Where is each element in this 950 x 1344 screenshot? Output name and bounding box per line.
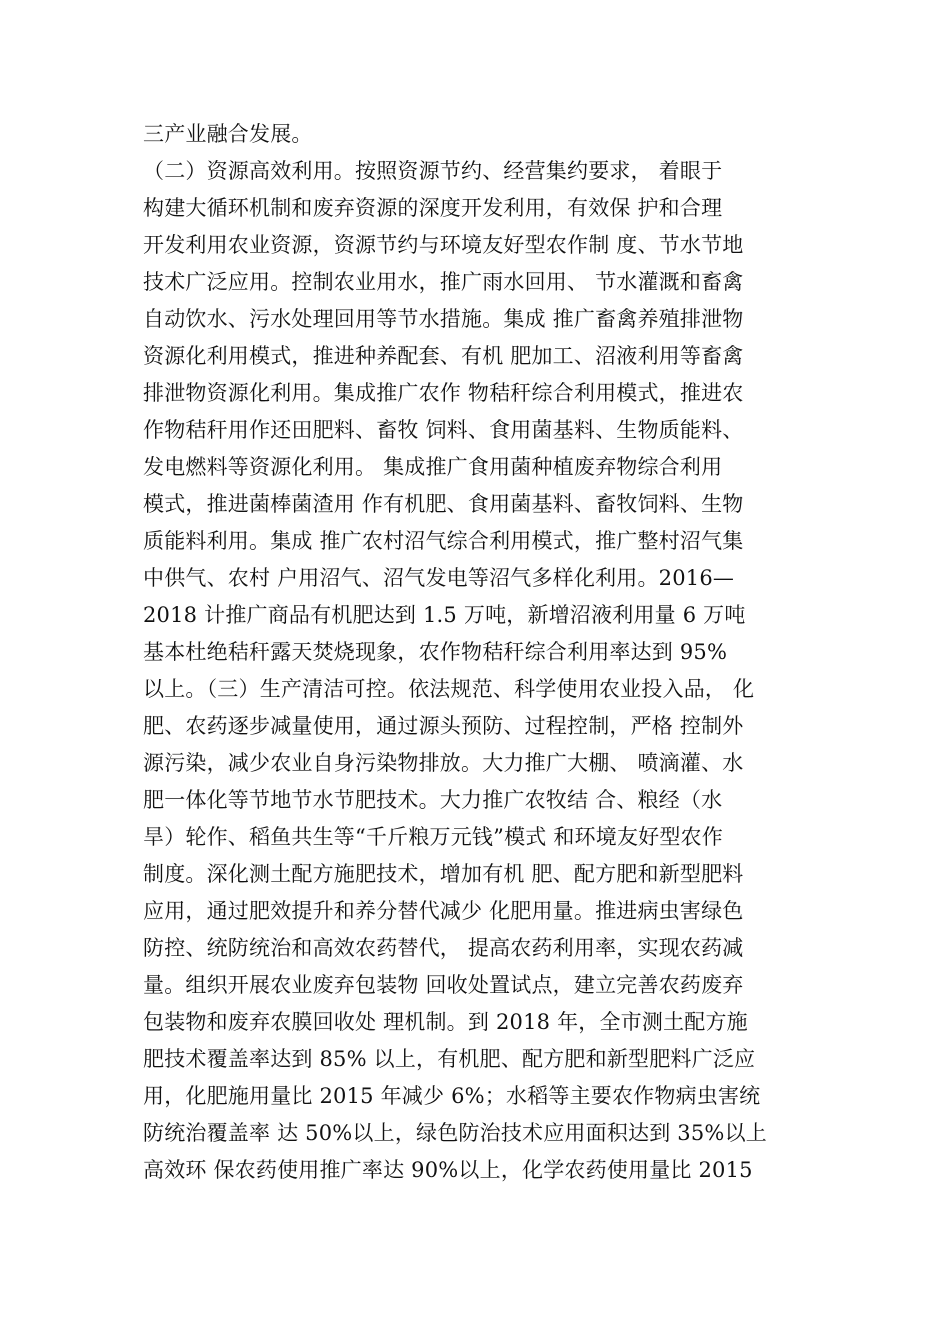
text-line: 旱）轮作、稻鱼共生等“千斤粮万元钱”模式 和环境友好型农作 (143, 825, 723, 849)
text-line: 质能料利用。集成 推广农村沼气综合利用模式，推广整村沼气集 (143, 529, 744, 553)
text-line: 排泄物资源化利用。集成推广农作 物秸秆综合利用模式，推进农 (143, 381, 744, 405)
text-line: 源污染，减少农业自身污染物排放。大力推广大棚、 喷滴灌、水 (143, 751, 744, 775)
text-line: 制度。深化测土配方施肥技术，增加有机 肥、配方肥和新型肥料 (143, 862, 744, 886)
text-line: 三产业融合发展。 (143, 122, 313, 146)
text-line: 包装物和废弃农膜回收处 理机制。到 2018 年，全市测土配方施 (143, 1010, 748, 1034)
text-line: 肥一体化等节地节水节肥技术。大力推广农牧结 合、粮经（水 (143, 788, 723, 812)
text-line: 中供气、农村 户用沼气、沼气发电等沼气多样化利用。2016— (143, 566, 735, 590)
text-line: 防统治覆盖率 达 50%以上，绿色防治技术应用面积达到 35%以上 (143, 1121, 767, 1145)
text-line: 2018 计推广商品有机肥达到 1.5 万吨，新增沼液利用量 6 万吨 (143, 603, 746, 627)
text-line: 作物秸秆用作还田肥料、畜牧 饲料、食用菌基料、生物质能料、 (143, 418, 744, 442)
text-line: 用，化肥施用量比 2015 年减少 6%；水稻等主要农作物病虫害统 (143, 1084, 761, 1108)
text-line: 应用，通过肥效提升和养分替代减少 化肥用量。推进病虫害绿色 (143, 899, 744, 923)
text-line: 量。组织开展农业废弃包装物 回收处置试点，建立完善农药废弃 (143, 973, 744, 997)
text-line: 开发利用农业资源，资源节约与环境友好型农作制 度、节水节地 (143, 233, 744, 257)
text-line: 肥技术覆盖率达到 85% 以上，有机肥、配方肥和新型肥料广泛应 (143, 1047, 756, 1071)
text-line: 高效环 保农药使用推广率达 90%以上，化学农药使用量比 2015 (143, 1158, 753, 1182)
text-line: 基本杜绝秸秆露天焚烧现象，农作物秸秆综合利用率达到 95% (143, 640, 728, 664)
text-line: （二）资源高效利用。按照资源节约、经营集约要求， 着眼于 (143, 159, 723, 183)
text-line: 构建大循环机制和废弃资源的深度开发利用，有效保 护和合理 (143, 196, 723, 220)
text-line: 技术广泛应用。控制农业用水，推广雨水回用、 节水灌溉和畜禽 (143, 270, 744, 294)
text-line: 以上。（三）生产清洁可控。依法规范、科学使用农业投入品， 化 (143, 677, 755, 701)
text-line: 防控、统防统治和高效农药替代， 提高农药利用率，实现农药减 (143, 936, 744, 960)
text-line: 模式，推进菌棒菌渣用 作有机肥、食用菌基料、畜牧饲料、生物 (143, 492, 744, 516)
text-line: 肥、农药逐步减量使用，通过源头预防、过程控制，严格 控制外 (143, 714, 744, 738)
text-line: 自动饮水、污水处理回用等节水措施。集成 推广畜禽养殖排泄物 (143, 307, 744, 331)
text-line: 资源化利用模式，推进种养配套、有机 肥加工、沼液利用等畜禽 (143, 344, 744, 368)
text-line: 发电燃料等资源化利用。 集成推广食用菌种植废弃物综合利用 (143, 455, 723, 479)
body-text (143, 116, 813, 1189)
